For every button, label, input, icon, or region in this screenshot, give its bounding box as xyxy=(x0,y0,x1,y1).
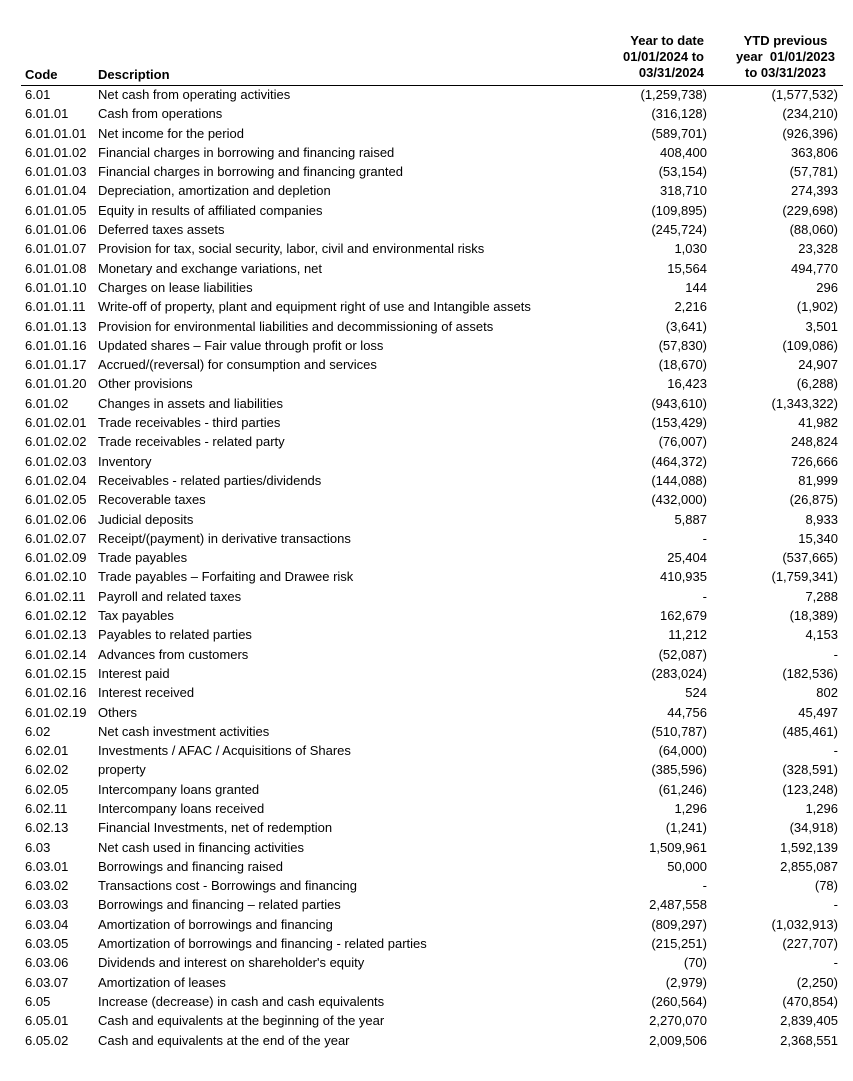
row-description: Deferred taxes assets xyxy=(98,222,225,238)
row-code: 6.01.01.13 xyxy=(25,318,87,334)
table-row xyxy=(0,297,853,316)
table-row xyxy=(0,703,853,722)
row-description: Updated shares – Fair value through profit or loss xyxy=(98,337,384,353)
table-row xyxy=(0,780,853,799)
row-description: Judicial deposits xyxy=(98,511,194,527)
row-previous-value: 248,824 xyxy=(791,434,838,450)
row-description: Advances from customers xyxy=(98,646,249,662)
table-row xyxy=(0,452,853,471)
table-header xyxy=(0,30,853,86)
row-current-value: 408,400 xyxy=(660,144,707,160)
row-current-value: 162,679 xyxy=(660,608,707,624)
row-current-value: 524 xyxy=(685,685,707,701)
row-current-value: 1,296 xyxy=(674,800,707,816)
table-row xyxy=(0,529,853,548)
row-code: 6.01.02.01 xyxy=(25,415,87,431)
row-code: 6.05.01 xyxy=(25,1013,69,1029)
row-current-value: - xyxy=(702,530,707,546)
table-row xyxy=(0,895,853,914)
row-code: 6.02.13 xyxy=(25,820,69,836)
row-current-value: (57,830) xyxy=(658,337,707,353)
table-row xyxy=(0,606,853,625)
table-row xyxy=(0,548,853,567)
row-description: Intercompany loans granted xyxy=(98,781,260,797)
row-previous-value: 41,982 xyxy=(798,415,838,431)
table-row xyxy=(0,413,853,432)
row-current-value: (245,724) xyxy=(651,222,707,238)
row-previous-value: 1,296 xyxy=(805,800,838,816)
row-code: 6.01.02.12 xyxy=(25,608,87,624)
table-row xyxy=(0,664,853,683)
row-description: Investments / AFAC / Acquisitions of Shares xyxy=(98,743,351,759)
row-current-value: - xyxy=(702,878,707,894)
row-current-value: (61,246) xyxy=(658,781,707,797)
row-current-value: (70) xyxy=(683,955,707,971)
row-description: Inventory xyxy=(98,453,152,469)
table-row xyxy=(0,181,853,200)
row-current-value: (1,259,738) xyxy=(640,87,707,102)
table-row xyxy=(0,85,853,104)
row-description: Payables to related parties xyxy=(98,627,252,643)
row-code: 6.01.02 xyxy=(25,395,69,411)
row-current-value: (18,670) xyxy=(658,357,707,373)
row-current-value: (64,000) xyxy=(658,743,707,759)
row-current-value: (260,564) xyxy=(651,993,707,1009)
row-description: Other provisions xyxy=(98,376,193,392)
row-previous-value: - xyxy=(833,646,838,662)
table-row xyxy=(0,973,853,992)
row-code: 6.01.01 xyxy=(25,106,69,122)
row-description: Changes in assets and liabilities xyxy=(98,395,283,411)
row-current-value: (53,154) xyxy=(658,164,707,180)
row-previous-value: - xyxy=(833,743,838,759)
table-row xyxy=(0,239,853,258)
row-code: 6.02 xyxy=(25,723,51,739)
row-current-value: (385,596) xyxy=(651,762,707,778)
row-previous-value: (537,665) xyxy=(782,550,838,566)
row-previous-value: 45,497 xyxy=(798,704,838,720)
row-description: Financial charges in borrowing and financing granted xyxy=(98,164,403,180)
table-row xyxy=(0,760,853,779)
row-description: Receipt/(payment) in derivative transactions xyxy=(98,530,351,546)
row-previous-value: (1,577,532) xyxy=(771,87,838,102)
table-row xyxy=(0,953,853,972)
row-description: Accrued/(reversal) for consumption and services xyxy=(98,357,377,373)
table-row xyxy=(0,1011,853,1030)
row-current-value: 144 xyxy=(685,279,707,295)
row-code: 6.03.04 xyxy=(25,916,69,932)
row-code: 6.01.02.06 xyxy=(25,511,87,527)
row-description: Write-off of property, plant and equipment right of use and Intangible assets xyxy=(98,299,531,315)
column-header-current-period: Year to date 01/01/2024 to 03/31/2024 xyxy=(623,33,704,80)
row-description: Trade payables xyxy=(98,550,188,566)
row-description: Depreciation, amortization and depletion xyxy=(98,183,331,199)
row-previous-value: (1,343,322) xyxy=(771,395,838,411)
row-current-value: (3,641) xyxy=(665,318,707,334)
row-description: Equity in results of affiliated companies xyxy=(98,202,323,218)
row-previous-value: (88,060) xyxy=(789,222,838,238)
row-current-value: (283,024) xyxy=(651,665,707,681)
row-description: Transactions cost - Borrowings and financing xyxy=(98,878,357,894)
row-code: 6.03 xyxy=(25,839,51,855)
row-description: Interest received xyxy=(98,685,195,701)
row-code: 6.01.01.04 xyxy=(25,183,87,199)
row-code: 6.03.06 xyxy=(25,955,69,971)
row-code: 6.01.01.20 xyxy=(25,376,87,392)
row-code: 6.03.02 xyxy=(25,878,69,894)
row-current-value: (144,088) xyxy=(651,472,707,488)
row-code: 6.02.01 xyxy=(25,743,69,759)
row-current-value: 1,030 xyxy=(674,241,707,257)
row-code: 6.01.01.01 xyxy=(25,125,87,141)
table-row xyxy=(0,741,853,760)
row-current-value: 2,216 xyxy=(674,299,707,315)
row-code: 6.02.02 xyxy=(25,762,69,778)
row-description: Net cash investment activities xyxy=(98,723,270,739)
row-current-value: 44,756 xyxy=(667,704,707,720)
table-row xyxy=(0,625,853,644)
row-previous-value: 2,368,551 xyxy=(780,1032,838,1048)
table-row xyxy=(0,645,853,664)
row-code: 6.02.05 xyxy=(25,781,69,797)
row-current-value: (2,979) xyxy=(665,974,707,990)
table-row xyxy=(0,490,853,509)
table-row xyxy=(0,394,853,413)
table-row xyxy=(0,1031,853,1050)
row-previous-value: 7,288 xyxy=(805,588,838,604)
table-row xyxy=(0,374,853,393)
column-header-previous-period: YTD previous year 01/01/2023 to 03/31/2023 xyxy=(735,33,835,80)
table-row xyxy=(0,471,853,490)
row-previous-value: (182,536) xyxy=(782,665,838,681)
row-previous-value: 15,340 xyxy=(798,530,838,546)
row-code: 6.03.03 xyxy=(25,897,69,913)
table-row xyxy=(0,857,853,876)
table-row xyxy=(0,838,853,857)
row-current-value: 1,509,961 xyxy=(649,839,707,855)
table-row xyxy=(0,278,853,297)
row-previous-value: (34,918) xyxy=(789,820,838,836)
row-description: Dividends and interest on shareholder's equity xyxy=(98,955,365,971)
row-current-value: (464,372) xyxy=(651,453,707,469)
row-description: Others xyxy=(98,704,138,720)
row-description: property xyxy=(98,762,146,778)
row-code: 6.01.02.13 xyxy=(25,627,87,643)
row-code: 6.01.01.17 xyxy=(25,357,87,373)
row-description: Financial Investments, net of redemption xyxy=(98,820,333,836)
row-description: Charges on lease liabilities xyxy=(98,279,253,295)
row-previous-value: (6,288) xyxy=(796,376,838,392)
row-code: 6.01.02.16 xyxy=(25,685,87,701)
row-current-value: 2,009,506 xyxy=(649,1032,707,1048)
row-previous-value: 726,666 xyxy=(791,453,838,469)
table-row xyxy=(0,876,853,895)
row-previous-value: (1,032,913) xyxy=(771,916,838,932)
row-current-value: (109,895) xyxy=(651,202,707,218)
row-code: 6.03.01 xyxy=(25,858,69,874)
row-code: 6.01.01.16 xyxy=(25,337,87,353)
row-description: Cash from operations xyxy=(98,106,223,122)
row-previous-value: (1,902) xyxy=(796,299,838,315)
row-description: Tax payables xyxy=(98,608,174,624)
row-previous-value: (229,698) xyxy=(782,202,838,218)
row-code: 6.01.02.03 xyxy=(25,453,87,469)
row-description: Interest paid xyxy=(98,665,170,681)
row-description: Monetary and exchange variations, net xyxy=(98,260,323,276)
row-description: Recoverable taxes xyxy=(98,492,206,508)
row-previous-value: (2,250) xyxy=(796,974,838,990)
row-current-value: - xyxy=(702,588,707,604)
row-description: Net cash used in financing activities xyxy=(98,839,304,855)
row-previous-value: (328,591) xyxy=(782,762,838,778)
row-code: 6.01 xyxy=(25,87,51,102)
table-row xyxy=(0,432,853,451)
row-previous-value: (926,396) xyxy=(782,125,838,141)
row-current-value: 2,270,070 xyxy=(649,1013,707,1029)
row-previous-value: 1,592,139 xyxy=(780,839,838,855)
row-current-value: (943,610) xyxy=(651,395,707,411)
row-previous-value: 24,907 xyxy=(798,357,838,373)
row-description: Provision for tax, social security, labor, civil and environmental risks xyxy=(98,241,485,257)
table-row xyxy=(0,915,853,934)
row-previous-value: (123,248) xyxy=(782,781,838,797)
row-previous-value: 3,501 xyxy=(805,318,838,334)
row-code: 6.01.02.19 xyxy=(25,704,87,720)
table-row xyxy=(0,934,853,953)
row-current-value: 5,887 xyxy=(674,511,707,527)
row-previous-value: 2,839,405 xyxy=(780,1013,838,1029)
row-code: 6.05.02 xyxy=(25,1032,69,1048)
table-row xyxy=(0,799,853,818)
table-row xyxy=(0,355,853,374)
row-description: Trade receivables - third parties xyxy=(98,415,281,431)
row-previous-value: (26,875) xyxy=(789,492,838,508)
row-code: 6.01.02.07 xyxy=(25,530,87,546)
row-description: Cash and equivalents at the beginning of the year xyxy=(98,1013,385,1029)
row-code: 6.03.05 xyxy=(25,936,69,952)
row-previous-value: 802 xyxy=(816,685,838,701)
row-code: 6.01.01.02 xyxy=(25,144,87,160)
row-description: Receivables - related parties/dividends xyxy=(98,472,322,488)
table-row xyxy=(0,587,853,606)
row-previous-value: (470,854) xyxy=(782,993,838,1009)
table-row xyxy=(0,220,853,239)
row-current-value: (316,128) xyxy=(651,106,707,122)
row-code: 6.01.02.05 xyxy=(25,492,87,508)
row-code: 6.01.02.04 xyxy=(25,472,87,488)
row-previous-value: (18,389) xyxy=(789,608,838,624)
table-row xyxy=(0,259,853,278)
row-previous-value: 81,999 xyxy=(798,472,838,488)
row-code: 6.01.01.07 xyxy=(25,241,87,257)
row-description: Increase (decrease) in cash and cash equivalents xyxy=(98,993,385,1009)
row-description: Provision for environmental liabilities and decommissioning of assets xyxy=(98,318,494,334)
row-description: Cash and equivalents at the end of the year xyxy=(98,1032,350,1048)
row-previous-value: 23,328 xyxy=(798,241,838,257)
row-current-value: (153,429) xyxy=(651,415,707,431)
row-previous-value: (234,210) xyxy=(782,106,838,122)
row-current-value: 11,212 xyxy=(668,627,707,643)
row-code: 6.01.02.14 xyxy=(25,646,87,662)
row-description: Net income for the period xyxy=(98,125,244,141)
row-description: Financial charges in borrowing and financing raised xyxy=(98,144,395,160)
row-current-value: 318,710 xyxy=(660,183,707,199)
row-previous-value: 363,806 xyxy=(791,144,838,160)
column-header-code: Code xyxy=(25,67,58,82)
row-code: 6.01.02.09 xyxy=(25,550,87,566)
row-current-value: (809,297) xyxy=(651,916,707,932)
row-description: Net cash from operating activities xyxy=(98,87,291,102)
row-code: 6.01.02.11 xyxy=(25,588,86,604)
row-previous-value: (485,461) xyxy=(782,723,838,739)
row-current-value: 2,487,558 xyxy=(649,897,707,913)
row-description: Borrowings and financing raised xyxy=(98,858,283,874)
row-description: Amortization of borrowings and financing xyxy=(98,916,333,932)
row-code: 6.01.01.10 xyxy=(25,279,87,295)
row-previous-value: 494,770 xyxy=(791,260,838,276)
row-previous-value: (78) xyxy=(814,878,838,894)
row-code: 6.01.02.15 xyxy=(25,665,87,681)
row-code: 6.01.01.11 xyxy=(25,299,86,315)
row-previous-value: - xyxy=(833,897,838,913)
row-current-value: (432,000) xyxy=(651,492,707,508)
row-current-value: (215,251) xyxy=(651,936,707,952)
table-row xyxy=(0,317,853,336)
table-row xyxy=(0,162,853,181)
row-description: Trade payables – Forfaiting and Drawee risk xyxy=(98,569,354,585)
table-row xyxy=(0,143,853,162)
row-current-value: 50,000 xyxy=(667,858,707,874)
row-code: 6.01.01.06 xyxy=(25,222,87,238)
row-code: 6.01.01.08 xyxy=(25,260,87,276)
table-row xyxy=(0,336,853,355)
row-current-value: (76,007) xyxy=(658,434,707,450)
table-row xyxy=(0,567,853,586)
row-description: Intercompany loans received xyxy=(98,800,265,816)
row-current-value: 25,404 xyxy=(667,550,707,566)
row-description: Payroll and related taxes xyxy=(98,588,242,604)
row-previous-value: - xyxy=(833,955,838,971)
row-description: Amortization of leases xyxy=(98,974,226,990)
cash-flow-table xyxy=(0,85,853,1050)
row-previous-value: 274,393 xyxy=(791,183,838,199)
row-description: Borrowings and financing – related parties xyxy=(98,897,341,913)
row-previous-value: 296 xyxy=(816,279,838,295)
table-row xyxy=(0,992,853,1011)
row-code: 6.01.02.02 xyxy=(25,434,87,450)
column-header-description: Description xyxy=(98,67,170,82)
table-row xyxy=(0,510,853,529)
row-current-value: 16,423 xyxy=(667,376,707,392)
row-previous-value: (57,781) xyxy=(789,164,838,180)
table-row xyxy=(0,818,853,837)
row-code: 6.02.11 xyxy=(25,800,68,816)
row-code: 6.01.01.03 xyxy=(25,164,87,180)
row-previous-value: 8,933 xyxy=(805,511,838,527)
row-previous-value: 2,855,087 xyxy=(780,858,838,874)
row-description: Trade receivables - related party xyxy=(98,434,285,450)
table-row xyxy=(0,683,853,702)
row-current-value: 15,564 xyxy=(667,260,707,276)
row-current-value: (510,787) xyxy=(651,723,707,739)
row-code: 6.01.01.05 xyxy=(25,202,87,218)
row-previous-value: (1,759,341) xyxy=(771,569,838,585)
table-row xyxy=(0,104,853,123)
row-current-value: (52,087) xyxy=(658,646,707,662)
row-code: 6.05 xyxy=(25,993,51,1009)
row-previous-value: (109,086) xyxy=(782,337,838,353)
row-previous-value: (227,707) xyxy=(782,936,838,952)
row-current-value: (589,701) xyxy=(651,125,707,141)
row-description: Amortization of borrowings and financing - related parties xyxy=(98,936,427,952)
row-current-value: 410,935 xyxy=(660,569,707,585)
table-row xyxy=(0,201,853,220)
row-code: 6.03.07 xyxy=(25,974,69,990)
table-row xyxy=(0,124,853,143)
table-row xyxy=(0,722,853,741)
row-code: 6.01.02.10 xyxy=(25,569,87,585)
row-current-value: (1,241) xyxy=(665,820,707,836)
row-previous-value: 4,153 xyxy=(805,627,838,643)
